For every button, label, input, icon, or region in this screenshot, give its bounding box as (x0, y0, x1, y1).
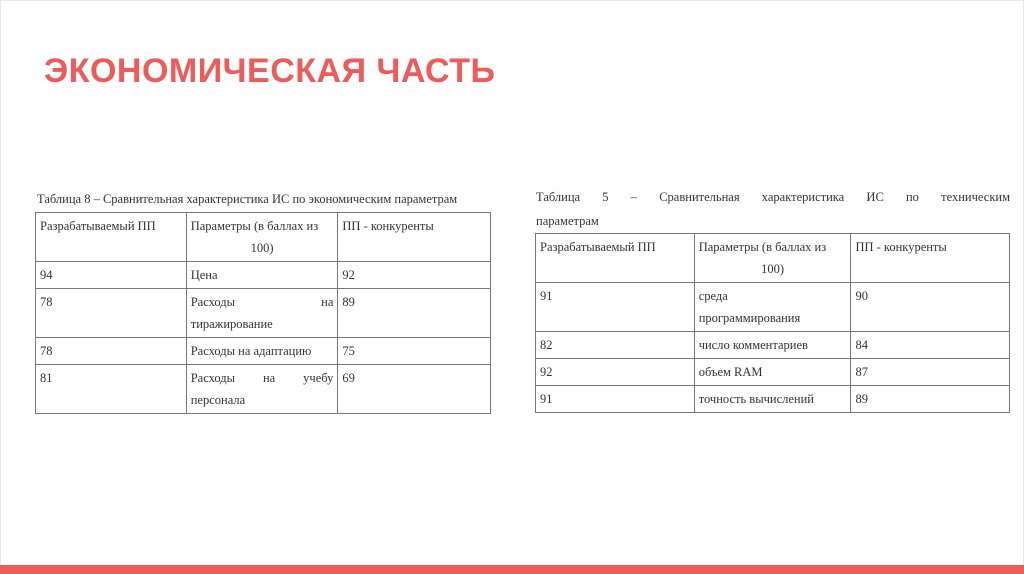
table-row (536, 283, 1010, 332)
header-dev-pp: Разрабатываемый ПП (536, 234, 695, 283)
table-row (36, 262, 491, 289)
cell-param-line1: Расходы на (190, 295, 334, 309)
cell-comp: 69 (338, 365, 491, 414)
cell-param-line2: персонала (190, 393, 246, 407)
table-row (536, 386, 1010, 413)
header-parameters-line1: Параметры (в баллах из (698, 240, 827, 254)
cell-comp: 84 (851, 332, 1010, 359)
slide-title: ЭКОНОМИЧЕСКАЯ ЧАСТЬ (44, 52, 496, 90)
header-dev-pp: Разрабатываемый ПП (36, 213, 187, 262)
table-row (36, 289, 491, 338)
table-header-row (536, 234, 1010, 283)
cell-param-line1: среда (698, 289, 728, 303)
cell-dev: 78 (36, 338, 187, 365)
cell-comp: 87 (851, 359, 1010, 386)
economic-parameters-table (35, 212, 491, 414)
cell-comp: 75 (338, 338, 491, 365)
cell-param: число комментариев (694, 332, 851, 359)
cell-param: Цена (186, 262, 338, 289)
table-row (36, 365, 491, 414)
cell-comp: 90 (851, 283, 1010, 332)
header-parameters (694, 234, 851, 283)
header-parameters-line2: 100) (761, 262, 785, 276)
cell-param-line2: тиражирование (190, 317, 273, 331)
cell-param: объем RAM (694, 359, 851, 386)
cell-param-line1: Расходы на учебу (190, 371, 334, 385)
cell-dev: 82 (536, 332, 695, 359)
bottom-accent-bar (0, 565, 1024, 574)
cell-param-line2: программирования (698, 311, 801, 325)
table2-caption (536, 185, 1010, 233)
header-parameters (186, 213, 338, 262)
cell-dev: 92 (536, 359, 695, 386)
cell-comp: 89 (851, 386, 1010, 413)
cell-param (694, 283, 851, 332)
technical-parameters-table (535, 233, 1010, 413)
table1-caption: Таблица 8 – Сравнительная характеристика ИС по экономическим параметрам (37, 192, 458, 206)
cell-param (186, 365, 338, 414)
cell-param: Расходы на адаптацию (186, 338, 338, 365)
cell-dev: 91 (536, 386, 695, 413)
table2-caption-line2: параметрам (536, 214, 599, 228)
cell-dev: 78 (36, 289, 187, 338)
cell-comp: 92 (338, 262, 491, 289)
cell-dev: 81 (36, 365, 187, 414)
cell-param (186, 289, 338, 338)
header-competitors: ПП - конкуренты (851, 234, 1010, 283)
cell-param: точность вычислений (694, 386, 851, 413)
table-row (36, 338, 491, 365)
table2-caption-line1: Таблица 5 – Сравнительная характеристика ИС по техническим (536, 190, 1010, 204)
header-parameters-line1: Параметры (в баллах из (190, 219, 319, 233)
header-competitors: ПП - конкуренты (338, 213, 491, 262)
cell-comp: 89 (338, 289, 491, 338)
cell-dev: 94 (36, 262, 187, 289)
cell-dev: 91 (536, 283, 695, 332)
table-row (536, 359, 1010, 386)
table-header-row (36, 213, 491, 262)
table-row (536, 332, 1010, 359)
header-parameters-line2: 100) (250, 241, 274, 255)
